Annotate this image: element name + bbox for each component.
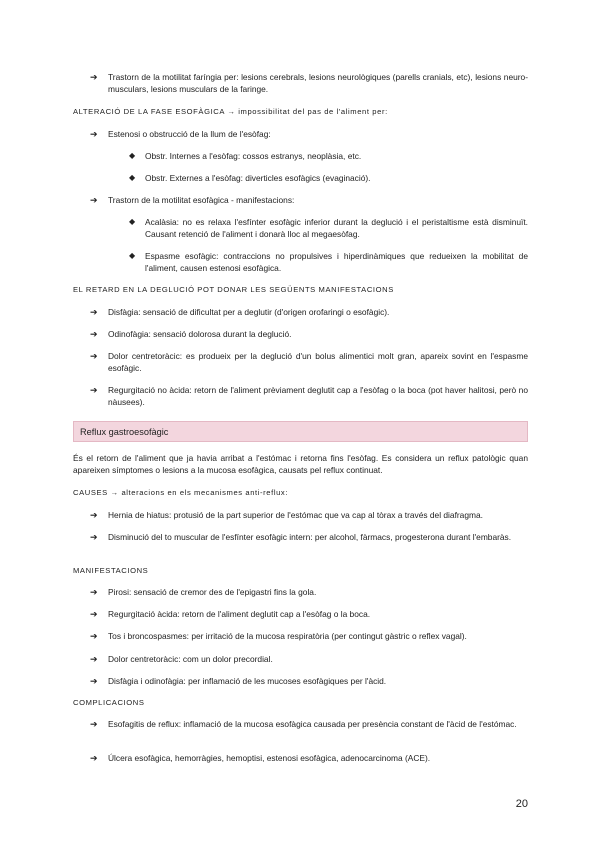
sub-list-item: Acalàsia: no es relaxa l'esfínter esofàgic inferior durant la deglució i el peristaltisme està disminuït. Causant retenció de l'aliment i donarà lloc al megaesòfag.	[145, 217, 528, 239]
arrow-bullet-icon: ➔	[90, 385, 98, 395]
diamond-bullet-icon: ◆	[129, 173, 136, 182]
sub-list-item: Espasme esofàgic: contraccions no propulsives i hiperdinàmiques que redueixen la mobilitat de l'aliment, causen estenosi esofàgica.	[145, 251, 528, 273]
arrow-bullet-icon: ➔	[90, 587, 98, 597]
list-item: Disfàgia: sensació de dificultat per a deglutir (d'origen orofaringi o esofàgic).	[108, 307, 390, 317]
list-item: Pirosi: sensació de cremor des de l'epigastri fins la gola.	[108, 587, 317, 597]
list-item: Trastorn de la motilitat faríngia per: lesions cerebrals, lesions neurològiques (parells cranials, etc), lesions neuro-musculars, lesions musculars de la faringe.	[108, 72, 528, 94]
sub-list-item: Obstr. Internes a l'esòfag: cossos estranys, neoplàsia, etc.	[145, 151, 362, 161]
arrow-bullet-icon: ➔	[90, 719, 98, 729]
sub-list-item: Obstr. Externes a l'esòfag: diverticles esofàgics (evaginació).	[145, 173, 371, 183]
arrow-bullet-icon: ➔	[90, 72, 98, 82]
list-item: Regurgitació àcida: retorn de l'aliment deglutit cap a l'esòfag o la boca.	[108, 609, 371, 619]
list-item: Esofagitis de reflux: inflamació de la mucosa esofàgica causada per presència constant de l'àcid de l'estómac.	[108, 719, 517, 729]
arrow-bullet-icon: ➔	[90, 753, 98, 763]
page-number: 20	[515, 798, 528, 810]
arrow-bullet-icon: ➔	[90, 351, 98, 361]
list-item: Regurgitació no àcida: retorn de l'aliment prèviament deglutit cap a l'esòfag o la boca (pot haver halitosi, però no nàusees).	[108, 385, 528, 407]
diamond-bullet-icon: ◆	[129, 151, 136, 160]
diamond-bullet-icon: ◆	[129, 217, 136, 226]
list-item: Trastorn de la motilitat esofàgica - manifestacions:	[108, 195, 295, 205]
section-title: Reflux gastroesofàgic	[80, 427, 169, 437]
section-heading: ALTERACIÓ DE LA FASE ESOFÀGICA → impossibilitat del pas de l'aliment per:	[73, 107, 388, 116]
arrow-bullet-icon: ➔	[90, 129, 98, 139]
list-item: Úlcera esofàgica, hemorràgies, hemoptisi, estenosi esofàgica, adenocarcinoma (ACE).	[108, 753, 431, 763]
arrow-bullet-icon: ➔	[90, 329, 98, 339]
arrow-bullet-icon: ➔	[90, 510, 98, 520]
diamond-bullet-icon: ◆	[129, 251, 136, 260]
section-heading: EL RETARD EN LA DEGLUCIÓ POT DONAR LES SEGÜENTS MANIFESTACIONS	[73, 285, 394, 294]
arrow-bullet-icon: ➔	[90, 609, 98, 619]
arrow-bullet-icon: ➔	[90, 676, 98, 686]
list-item: Odinofàgia: sensació dolorosa durant la deglució.	[108, 329, 292, 339]
list-item: Disfàgia i odinofàgia: per inflamació de les mucoses esofàgiques per l'àcid.	[108, 676, 387, 686]
arrow-bullet-icon: ➔	[90, 195, 98, 205]
section-heading: MANIFESTACIONS	[73, 566, 149, 575]
paragraph: És el retorn de l'aliment que ja havia arribat a l'estómac i retorna fins l'esòfag. Es considera un reflux patològic quan apareixen símptomes o lesions a la mucosa esofàgica, causats pel reflux continuat.	[73, 453, 528, 475]
arrow-bullet-icon: ➔	[90, 307, 98, 317]
list-item: Tos i broncospasmes: per irritació de la mucosa respiratòria (per contingut gàstric o reflex vagal).	[108, 631, 467, 641]
arrow-bullet-icon: ➔	[90, 532, 98, 542]
list-item: Disminució del to muscular de l'esfínter esofàgic intern: per alcohol, fàrmacs, progesterona durant l'embaràs.	[108, 532, 512, 542]
arrow-bullet-icon: ➔	[90, 631, 98, 641]
list-item: Hernia de hiatus: protusió de la part superior de l'estómac que va cap al tòrax a través del diafragma.	[108, 510, 483, 520]
list-item: Dolor centretoràcic: es produeix per la deglució d'un bolus alimentici molt gran, apareix sovint en l'espasme esofàgic.	[108, 351, 528, 373]
section-heading: COMPLICACIONS	[73, 698, 145, 707]
section-title-band	[73, 421, 528, 442]
list-item: Estenosi o obstrucció de la llum de l'esòfag:	[108, 129, 271, 139]
section-heading: CAUSES → alteracions en els mecanismes anti-reflux:	[73, 488, 289, 497]
arrow-bullet-icon: ➔	[90, 654, 98, 664]
list-item: Dolor centretoràcic: com un dolor precordial.	[108, 654, 273, 664]
